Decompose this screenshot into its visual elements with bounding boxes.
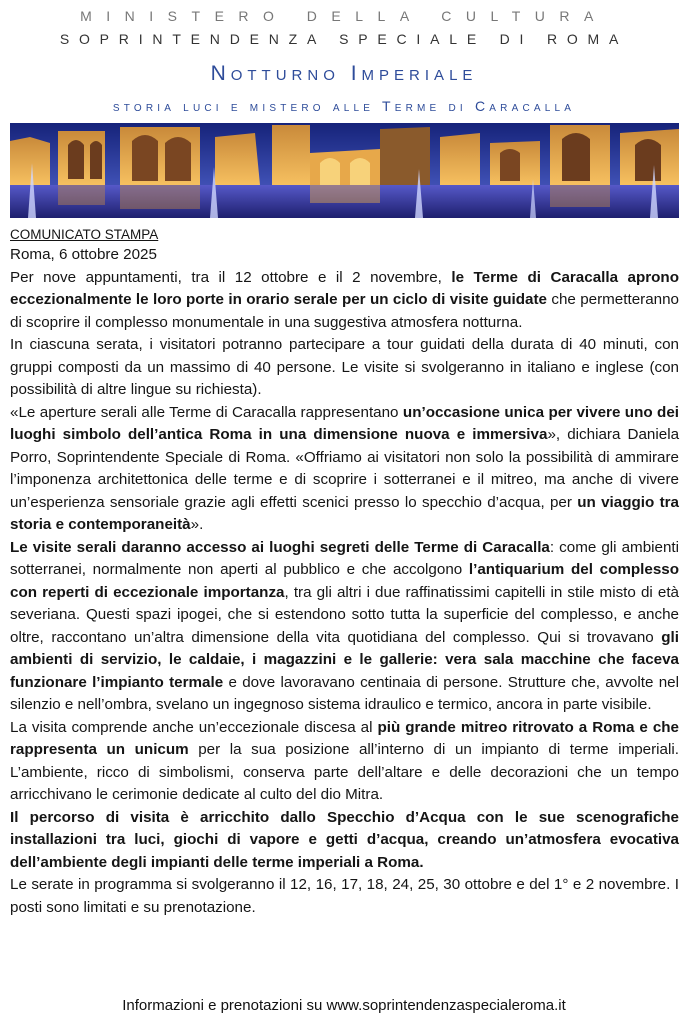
bold-run: le Terme di Caracalla aprono eccezionalmente le loro porte in orario serale per un ciclo di visite guidate — [10, 268, 679, 308]
paragraph-5 — [10, 717, 679, 807]
text-run: Le serate in programma si svolgeranno il 12, 16, 17, 18, 24, 25, 30 ottobre e del 1° e 2 novembre. I posti sono limitati e su prenotazione. — [10, 876, 679, 916]
bold-run: l’antiquarium del complesso con reperti di eccezionale importanza — [10, 561, 679, 601]
paragraphs — [10, 267, 679, 920]
bold-run: un viaggio tra storia e contemporaneità — [10, 493, 679, 533]
text-run: ». — [190, 516, 204, 533]
banner-image — [10, 123, 679, 218]
text-run: Per nove appuntamenti, tra il 12 ottobre e il 2 novembre, — [10, 268, 452, 286]
bold-run: un’occasione unica per vivere uno dei luoghi simbolo dell’antica Roma in una dimensione nuova e immersiva — [10, 403, 679, 443]
release-date: Roma, 6 ottobre 2025 — [10, 246, 157, 263]
text-run: che permetteranno di scoprire il complesso monumentale in una suggestiva atmosfera notturna. — [10, 291, 679, 331]
baths-night-illustration — [10, 123, 679, 218]
text-run: : come gli ambienti sotterranei, normalmente non aperti al pubblico e che accolgono — [10, 538, 679, 578]
text-run: per la sua posizione all’interno di un impianto di terme imperiali. L’ambiente, ricco di simbolismi, conserva parte dell’altare e delle decorazioni che un tempo arricchivano le cerimonie dedicate al culto del dio Mitra. — [10, 741, 679, 803]
paragraph-6 — [10, 807, 679, 875]
event-title: Notturno Imperiale — [210, 62, 478, 85]
text-run: , tra gli altri i due raffinatissimi capitelli in stile misto di età severiana. Questi spazi ipogei, che si estendono sotto tutta la superficie del complesso, e anche oltre, raccontano un’altra dimensione della vita quotidiana del complesso. Qui si trovavano — [10, 583, 679, 646]
paragraph-3 — [10, 402, 679, 537]
event-subtitle: storia luci e mistero alle Terme di Caracalla — [112, 98, 576, 114]
ministry-name: MINISTERO DELLA CULTURA — [80, 8, 608, 24]
text-run: e dove lavoravano centinaia di persone. Strutture che, avvolte nel silenzio e nell’ombra, svelano un ingegnoso sistema idraulico e termico, ancora in parte visibile. — [10, 673, 679, 713]
bold-run: più grande mitreo ritrovato a Roma e che rappresenta un unicum — [10, 718, 679, 758]
text-run: », dichiara Daniela Porro, Soprintendente Speciale di Roma. «Offriamo ai visitatori non solo la possibilità di ammirare l’imponenza architettonica delle terme e di scoprire i sotterranei e il mitreo, ma anche di vivere un’esperienza sensoriale grazie agli effetti scenici presso lo specchio d’acqua, per — [10, 426, 680, 511]
text-run: La visita comprende anche un’eccezionale discesa al — [10, 718, 378, 736]
bold-run: gli ambienti di servizio, le caldaie, i magazzini e le gallerie: vera sala macchine che faceva funzionare l’impianto termale — [10, 628, 679, 691]
bold-run: Le visite serali daranno accesso ai luoghi segreti delle Terme di Caracalla — [10, 538, 550, 556]
paragraph-4 — [10, 537, 679, 717]
paragraph-7 — [10, 874, 679, 919]
text-run: «Le aperture serali alle Terme di Caracalla rappresentano — [10, 403, 403, 421]
bold-run: Il percorso di visita è arricchito dallo Specchio d’Acqua con le sue scenografiche installazioni tra luci, giochi di vapore e getti d’acqua, creando un’atmosfera evocativa dell’ambiente degli impianti delle terme imperiali a Roma. — [10, 808, 679, 871]
text-run: In ciascuna serata, i visitatori potranno partecipare a tour guidati della durata di 40 minuti, con gruppi composti da un massimo di 40 persone. Le visite si svolgeranno in italiano e inglese (con possibilità di altre lingue su richiesta). — [10, 336, 679, 398]
office-name: SOPRINTENDENZA SPECIALE DI ROMA — [59, 31, 629, 47]
paragraph-2 — [10, 334, 679, 402]
footer-info: Informazioni e prenotazioni su www.soprintendenzaspecialeroma.it — [122, 997, 566, 1014]
paragraph-1 — [10, 267, 679, 335]
press-release-body — [10, 226, 679, 919]
press-release-label: COMUNICATO STAMPA — [10, 227, 159, 242]
